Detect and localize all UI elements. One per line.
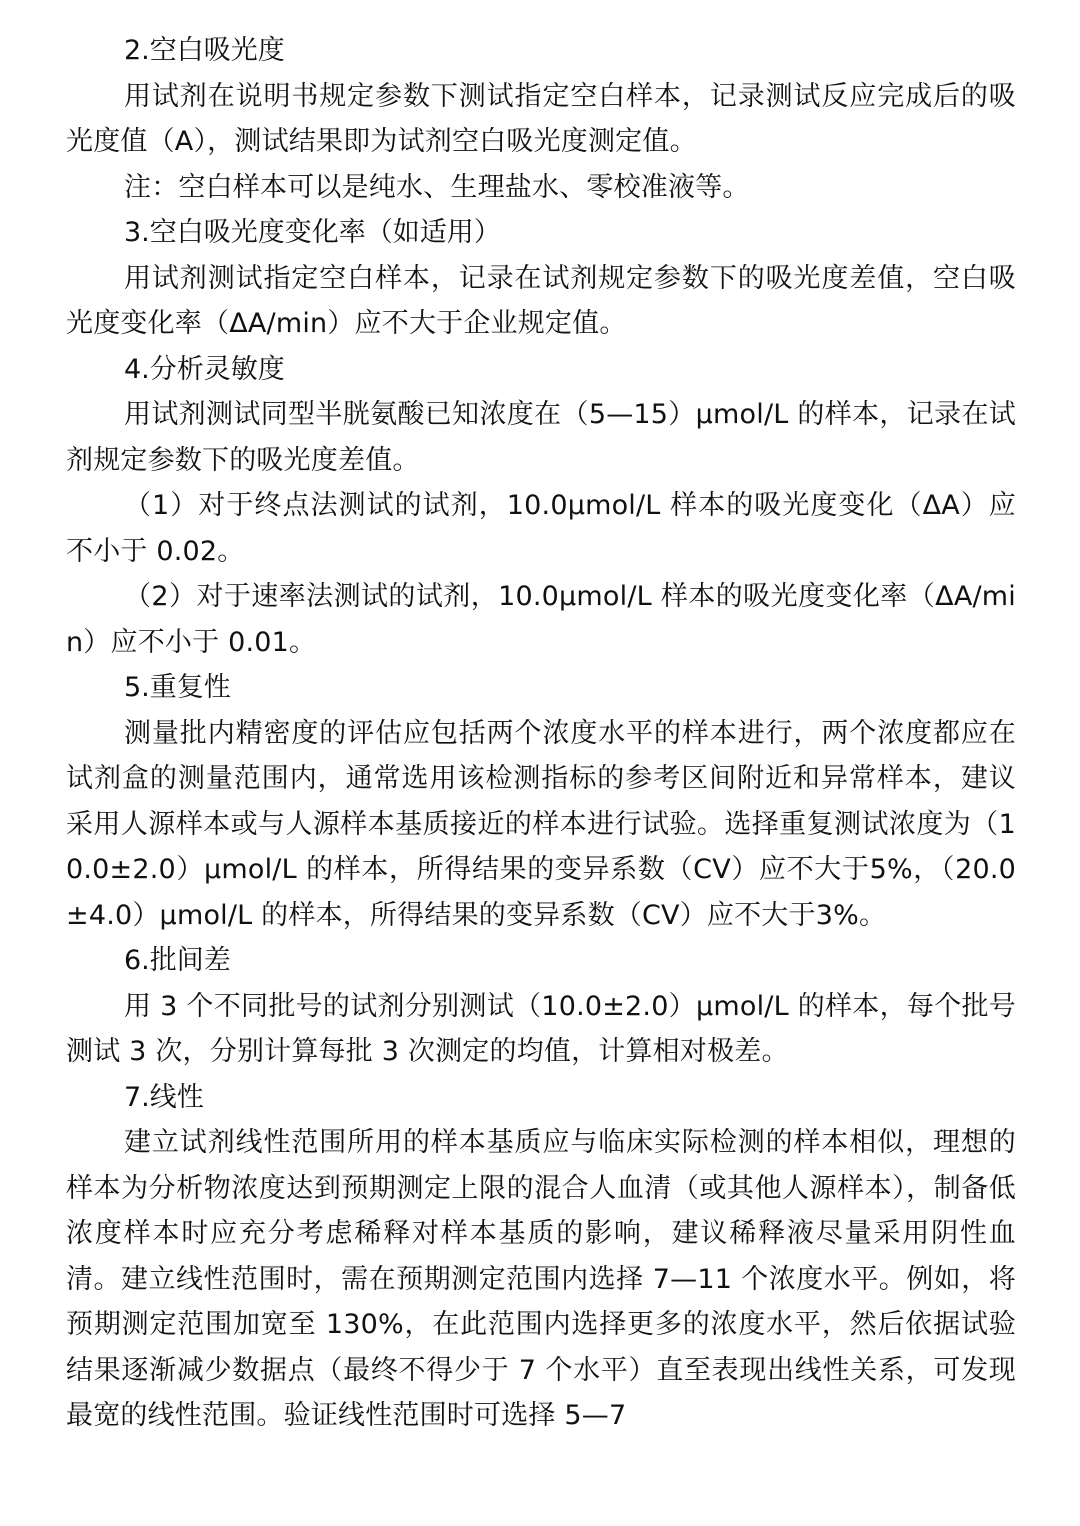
- section-5-heading: 5.重复性: [124, 672, 231, 703]
- section-4-paragraph: 用试剂测试同型半胱氨酸已知浓度在（5—15）μmol/L 的样本，记录在试剂规定参数下的吸光度差值。: [66, 399, 1016, 476]
- section-2-paragraph: 用试剂在说明书规定参数下测试指定空白样本，记录测试反应完成后的吸光度值（A），测试结果即为试剂空白吸光度测定值。: [66, 80, 1016, 157]
- section-3-paragraph: 用试剂测试指定空白样本，记录在试剂规定参数下的吸光度差值，空白吸光度变化率（ΔA/min）应不大于企业规定值。: [66, 262, 1016, 339]
- section-4-item-1: （1）对于终点法测试的试剂，10.0μmol/L 样本的吸光度变化（ΔA）应不小于 0.02。: [66, 490, 1016, 567]
- section-4-heading: 4.分析灵敏度: [124, 353, 285, 385]
- section-7-paragraph: 建立试剂线性范围所用的样本基质应与临床实际检测的样本相似，理想的样本为分析物浓度达到预期测定上限的混合人血清（或其他人源样本），制备低浓度样本时应充分考虑稀释对样本基质的影响，建议稀释液尽量采用阴性血清。建立线性范围时，需在预期测定范围内选择 7—11 个浓度水平。例如，将预期测定范围加宽至 130%，在此范围内选择更多的浓度水平，然后依据试验结果逐渐减少数据点（最终不得少于 7 个水平）直至表现出线性关系，可发现最宽的线性范围。验证线性范围时可选择 5—7: [66, 1127, 1016, 1431]
- section-5-paragraph: 测量批内精密度的评估应包括两个浓度水平的样本进行，两个浓度都应在试剂盒的测量范围内，通常选用该检测指标的参考区间附近和异常样本，建议采用人源样本或与人源样本基质接近的样本进行试验。选择重复测试浓度为（10.0±2.0）μmol/L 的样本，所得结果的变异系数（CV）应不大于5%，（20.0±4.0）μmol/L 的样本，所得结果的变异系数（CV）应不大于3%。: [66, 717, 1016, 931]
- document-page: [66, 28, 1016, 1439]
- section-4-item-2: （2）对于速率法测试的试剂，10.0μmol/L 样本的吸光度变化率（ΔA/min）应不小于 0.01。: [66, 581, 1016, 658]
- section-2-note: 注：空白样本可以是纯水、生理盐水、零校准液等。: [124, 171, 750, 203]
- section-6-paragraph: 用 3 个不同批号的试剂分别测试（10.0±2.0）μmol/L 的样本，每个批号测试 3 次，分别计算每批 3 次测定的均值，计算相对极差。: [66, 990, 1016, 1067]
- section-3-heading: 3.空白吸光度变化率（如适用）: [124, 217, 501, 248]
- section-6-heading: 6.批间差: [124, 945, 231, 976]
- section-2-heading: 2.空白吸光度: [124, 35, 285, 66]
- section-7-heading: 7.线性: [124, 1081, 204, 1113]
